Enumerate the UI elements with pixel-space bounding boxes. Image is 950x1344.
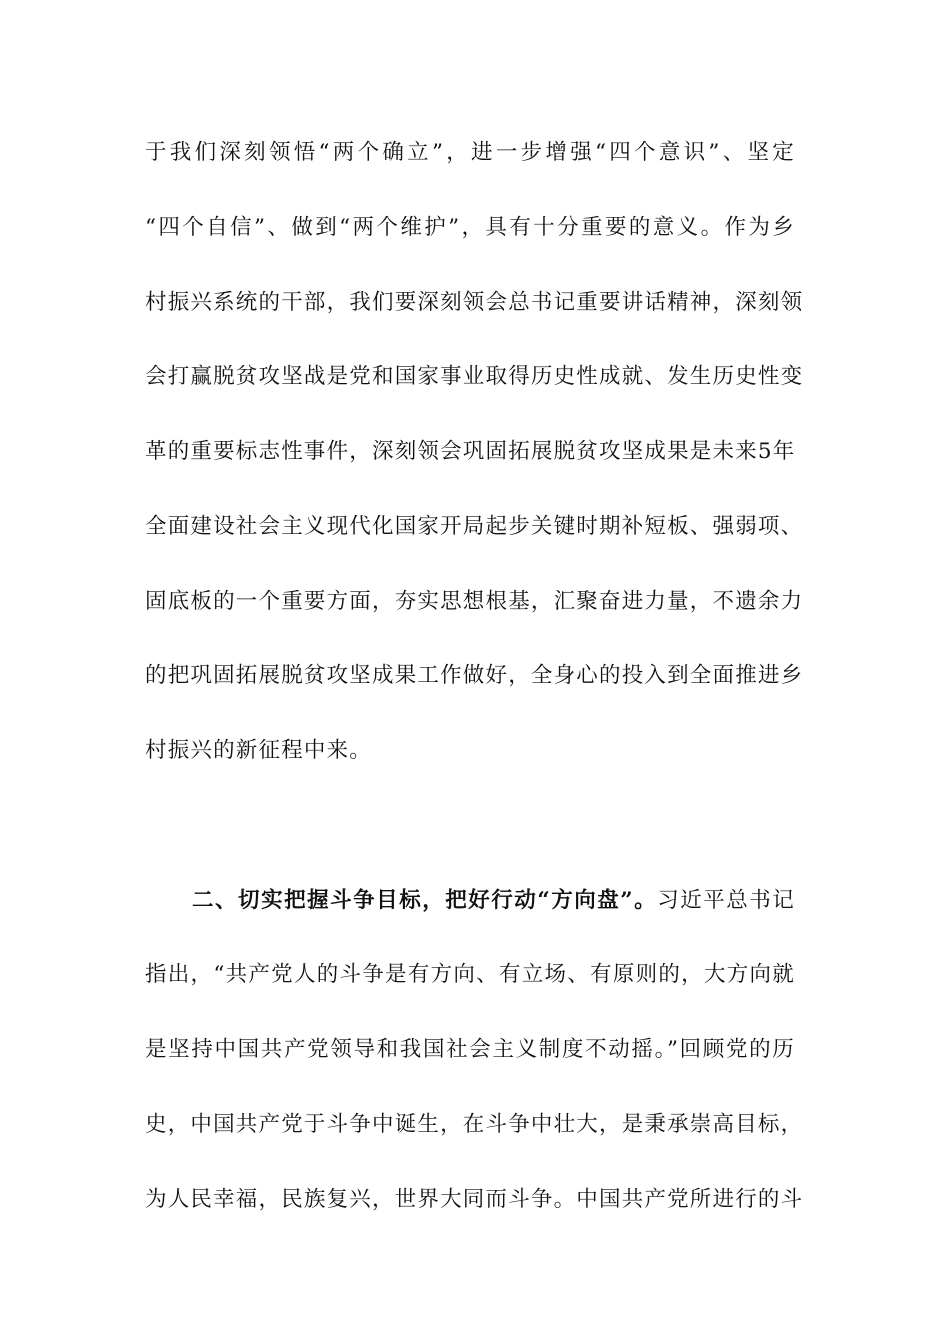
paragraph-line: 全面建设社会主义现代化国家开局起步关键时期补短板、强弱项、: [145, 514, 804, 539]
paragraph-line: 村振兴的新征程中来。: [145, 738, 373, 763]
section-heading-continuation: 习近平总书记: [657, 888, 795, 913]
paragraph-line: 指出，“共产党人的斗争是有方向、有立场、有原则的，大方向就: [145, 962, 795, 987]
paragraph-line: 史，中国共产党于斗争中诞生，在斗争中壮大，是秉承崇高目标，: [145, 1112, 804, 1137]
section-heading: 二、切实把握斗争目标，把好行动“方向盘”。: [192, 888, 658, 913]
section-heading-line: [192, 883, 795, 919]
paragraph-line: 于我们深刻领悟“两个确立”，进一步增强“四个意识”、坚定: [145, 140, 795, 165]
paragraph-line: 固底板的一个重要方面，夯实思想根基，汇聚奋进力量，不遗余力: [145, 589, 804, 614]
paragraph-line: “四个自信”、做到“两个维护”，具有十分重要的意义。作为乡: [145, 215, 795, 240]
paragraph-line: 为人民幸福，民族复兴，世界大同而斗争。中国共产党所进行的斗: [145, 1187, 804, 1212]
paragraph-line: 是坚持中国共产党领导和我国社会主义制度不动摇。”回顾党的历: [145, 1037, 795, 1062]
paragraph-line: 村振兴系统的干部，我们要深刻领会总书记重要讲话精神，深刻领: [145, 290, 804, 315]
paragraph-line: 的把巩固拓展脱贫攻坚成果工作做好，全身心的投入到全面推进乡: [145, 663, 804, 688]
paragraph-line: 会打赢脱贫攻坚战是党和国家事业取得历史性成就、发生历史性变: [145, 364, 804, 389]
paragraph-line: 革的重要标志性事件，深刻领会巩固拓展脱贫攻坚成果是未来5年: [145, 439, 796, 464]
